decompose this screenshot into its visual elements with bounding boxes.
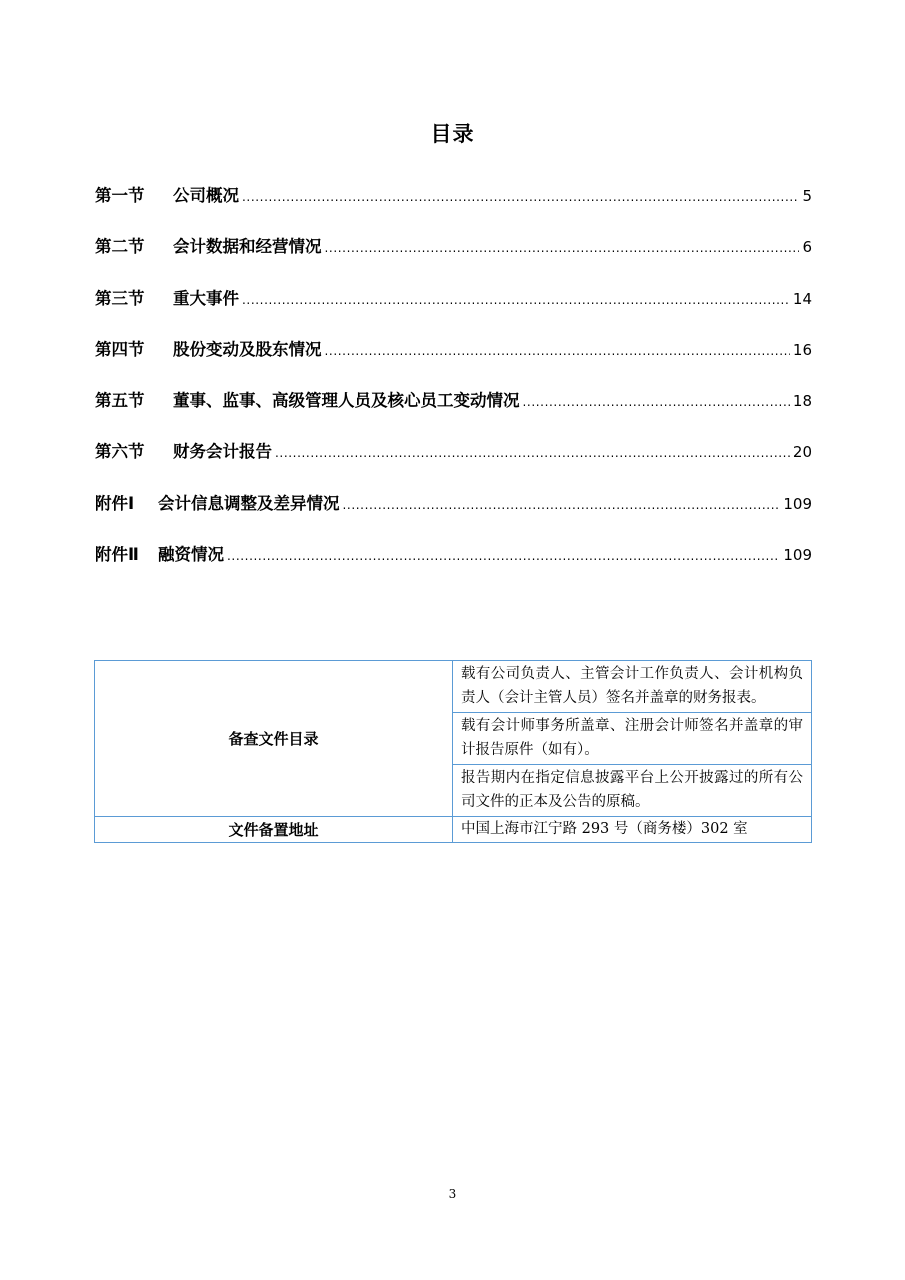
reference-file-item: 载有公司负责人、主管会计工作负责人、会计机构负责人（会计主管人员）签名并盖章的财务报表。	[453, 661, 812, 713]
toc-entry-section-4[interactable]	[95, 336, 812, 387]
table-row	[95, 817, 812, 843]
toc-leader-dots	[227, 549, 780, 563]
toc-entry-label: 重大事件	[173, 288, 239, 308]
reference-file-item: 载有会计师事务所盖章、注册会计师签名并盖章的审计报告原件（如有）。	[453, 713, 812, 765]
toc-entry-number: 第三节	[95, 288, 145, 308]
toc-entry-label: 融资情况	[158, 545, 224, 565]
toc-entry-page: 14	[792, 289, 812, 308]
toc-entry-number: 第六节	[95, 442, 145, 462]
toc-entry-number: 附件Ⅰ	[95, 493, 135, 513]
toc-entry-number: 附件Ⅱ	[95, 545, 139, 565]
toc-entry-label: 会计数据和经营情况	[173, 237, 322, 257]
toc-entry-section-5[interactable]	[95, 387, 812, 438]
toc-entry-number: 第一节	[95, 186, 145, 205]
toc-entry-page: 18	[792, 392, 812, 411]
toc-entry-page: 20	[792, 443, 812, 462]
toc-leader-dots	[325, 344, 790, 358]
toc-entry-section-1[interactable]	[95, 182, 812, 233]
toc-entry-label: 公司概况	[173, 186, 239, 205]
toc-entry-section-6[interactable]	[95, 438, 812, 489]
toc-entry-page: 5	[802, 187, 812, 205]
toc-leader-dots	[242, 293, 790, 307]
reference-files-label: 备查文件目录	[95, 661, 453, 817]
toc-entry-section-2[interactable]	[95, 233, 812, 284]
toc-leader-dots	[242, 190, 799, 204]
toc-leader-dots	[275, 446, 790, 460]
file-address-value: 中国上海市江宁路 293 号（商务楼）302 室	[453, 817, 812, 843]
toc-entry-appendix-1[interactable]	[95, 490, 812, 541]
toc-leader-dots	[325, 241, 800, 255]
page-number: 3	[448, 1187, 457, 1201]
toc-entry-page: 109	[783, 546, 812, 565]
toc-entry-label: 财务会计报告	[173, 442, 272, 462]
toc-entry-number: 第二节	[95, 237, 145, 257]
toc-entry-number: 第四节	[95, 339, 145, 359]
toc-entry-label: 股份变动及股东情况	[173, 339, 322, 359]
page-title: 目录	[430, 122, 475, 146]
toc-leader-dots	[523, 395, 790, 409]
toc-entry-section-3[interactable]	[95, 285, 812, 336]
toc-entry-number: 第五节	[95, 391, 145, 411]
toc-entry-page: 16	[792, 340, 812, 359]
reference-file-item: 报告期内在指定信息披露平台上公开披露过的所有公司文件的正本及公告的原稿。	[453, 765, 812, 817]
toc-entry-page: 6	[802, 238, 812, 257]
toc-entry-label: 会计信息调整及差异情况	[158, 493, 340, 513]
table-of-contents	[95, 182, 812, 592]
table-row	[95, 661, 812, 713]
toc-entry-label: 董事、监事、高级管理人员及核心员工变动情况	[173, 391, 520, 411]
toc-entry-appendix-2[interactable]	[95, 541, 812, 592]
toc-entry-page: 109	[783, 494, 812, 513]
file-address-label: 文件备置地址	[95, 817, 453, 843]
reference-files-table	[94, 660, 812, 843]
toc-leader-dots	[343, 498, 781, 512]
